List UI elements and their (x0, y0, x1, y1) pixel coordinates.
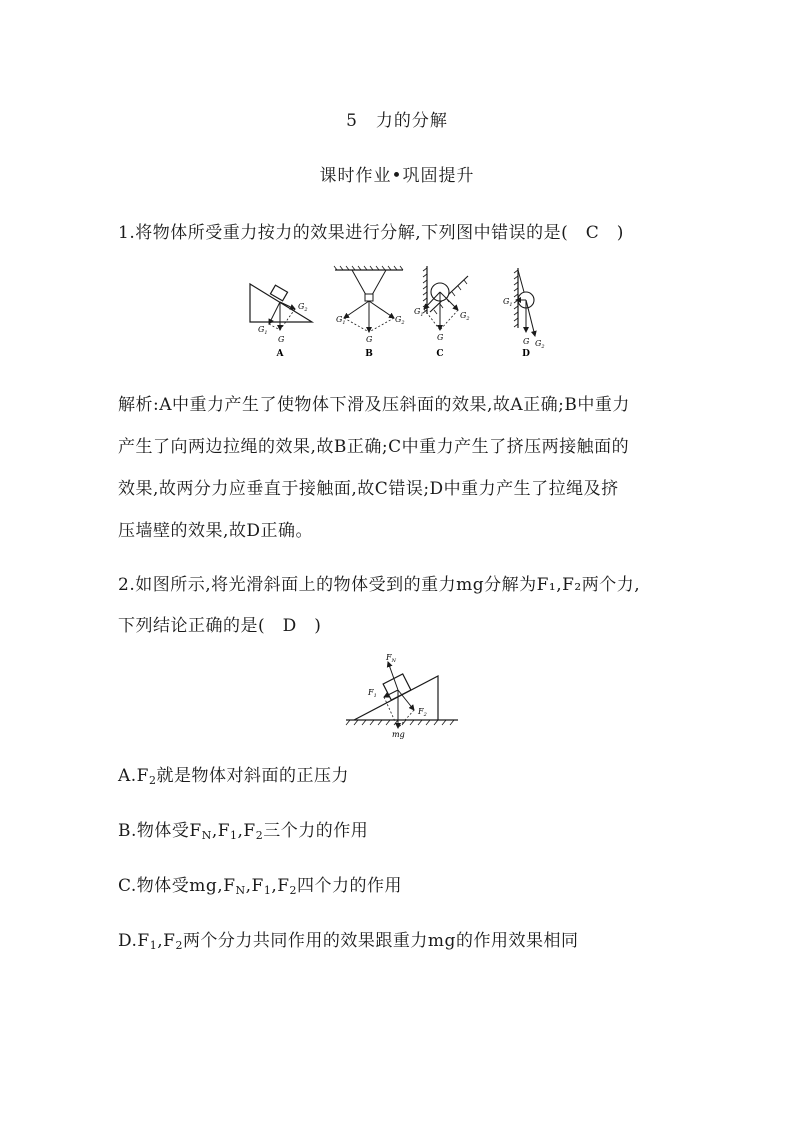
f1-label: $F_1$ (368, 688, 377, 699)
page-title: 5 力的分解 (346, 111, 448, 131)
svg-text:G1: $G_1$ (336, 315, 346, 326)
svg-text:G2: $G_2$ (298, 302, 308, 313)
panel-a-diagram (250, 284, 312, 344)
f2-label: $F_2$ (418, 707, 427, 718)
svg-text:G2: $G_2$ (535, 339, 545, 350)
q1-stem: 1.将物体所受重力按力的效果进行分解,下列图中错误的是( C ) (118, 223, 624, 243)
svg-text:G2: $G_2$ (395, 315, 405, 326)
q2-option-d: $D.F_1,F_2$两个分力共同作用的效果跟重力mg的作用效果相同 (118, 931, 579, 952)
fn-label: $F_N$ (386, 653, 396, 664)
svg-text:G2: $G_2$ (460, 311, 470, 322)
svg-text:G: G (278, 335, 285, 344)
panel-label-a: A (276, 349, 284, 359)
panel-label-b: B (365, 349, 373, 359)
panel-label-d: D (522, 349, 530, 359)
q2-option-b: B.物体受$F_N,F_1,F_2$三个力的作用 (118, 821, 369, 842)
svg-text:G: G (366, 335, 373, 344)
panel-d-diagram (503, 268, 545, 350)
q2-option-c: C.物体受$mg,F_N,F_1,F_2$四个力的作用 (118, 876, 403, 897)
panel-c-diagram (414, 266, 470, 342)
q1-analysis-line: 解析:A中重力产生了使物体下滑及压斜面的效果,故A正确;B中重力 (118, 395, 630, 415)
svg-text:G: G (437, 333, 444, 342)
mg-label: mg (392, 730, 405, 739)
section-subtitle: 课时作业•巩固提升 (319, 166, 475, 186)
q2-option-a: $A.F_2$就是物体对斜面的正压力 (118, 766, 349, 787)
q2-stem-line1: 2.如图所示,将光滑斜面上的物体受到的重力mg分解为F₁,F₂两个力, (118, 575, 641, 595)
q1-analysis-line: 效果,故两分力应垂直于接触面,故C错误;D中重力产生了拉绳及挤 (118, 479, 619, 499)
panel-b-diagram (334, 266, 405, 344)
q1-figure (240, 262, 550, 362)
q1-analysis-line: 压墙壁的效果,故D正确。 (118, 521, 314, 541)
q1-figure-svg (240, 262, 550, 362)
q2-figure (340, 648, 460, 740)
svg-text:G: G (523, 337, 530, 346)
q1-analysis-line: 产生了向两边拉绳的效果,故B正确;C中重力产生了挤压两接触面的 (118, 437, 630, 457)
svg-text:G1: $G_1$ (258, 325, 268, 336)
panel-label-c: C (436, 349, 444, 359)
svg-text:G1: $G_1$ (414, 307, 424, 318)
q2-figure-svg (340, 648, 460, 740)
svg-text:G1: $G_1$ (503, 297, 513, 308)
q2-stem-line2: 下列结论正确的是( D ) (118, 616, 322, 636)
